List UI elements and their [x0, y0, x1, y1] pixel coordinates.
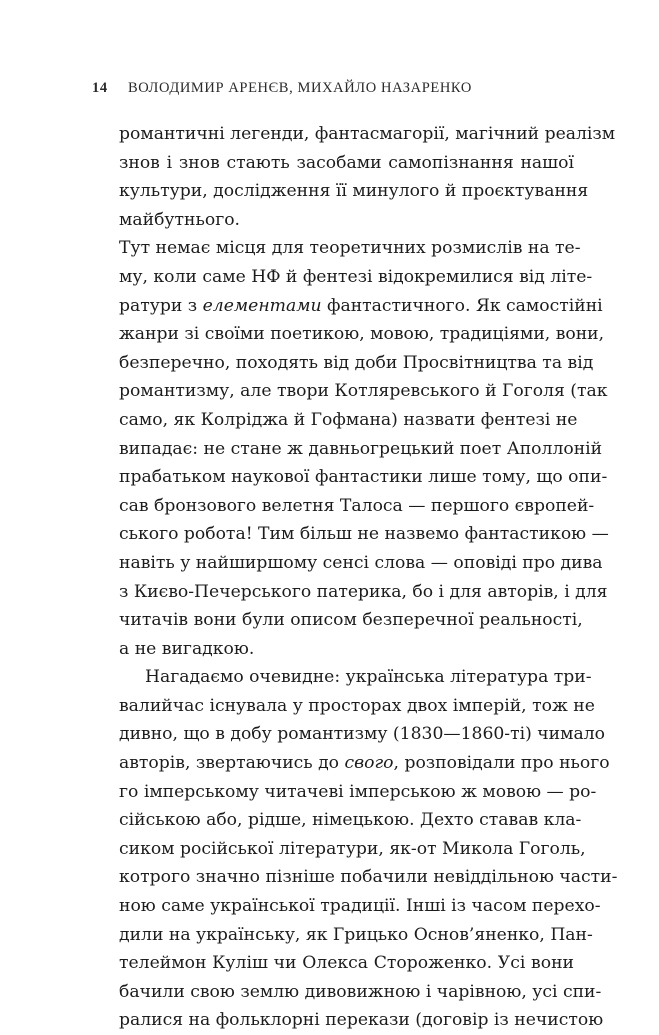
- text-line: сиком російської літератури, як-от Микола Гоголь,: [119, 838, 586, 859]
- text-line: майбутнього.: [119, 209, 241, 230]
- text-line: [119, 663, 592, 692]
- text-line: ною саме української традиції. Інші із часом перехо-: [119, 896, 601, 917]
- text-line: телеймон Куліш чи Олекса Стороженко. Усі вони: [119, 953, 574, 974]
- text-line: прабатьком наукової фантастики лише тому, що опи-: [119, 467, 608, 488]
- text-segment: ратури з: [119, 295, 203, 316]
- text-line: читачів вони були описом безперечної реальності,: [119, 610, 583, 631]
- text-line: романтичні легенди, фантасмагорії, магічний реалізм: [119, 124, 616, 144]
- text-line: сійською або, рідше, німецькою. Дехто ставав кла-: [119, 810, 582, 831]
- text-line: дили на українську, як Грицько Основ’яненко, Пан-: [119, 924, 593, 945]
- text-line: [119, 292, 603, 321]
- text-line: ського робота! Тим більш не назвемо фантастикою —: [119, 524, 609, 545]
- page-number: 14: [92, 80, 108, 96]
- text-line: навіть у найширшому сенсі слова — оповіді про дива: [119, 552, 603, 573]
- paragraph-start: Нагадаємо очевидне: українська література три-: [145, 667, 592, 688]
- text-line: а не вигадкою.: [119, 638, 255, 659]
- text-line: го імперському читачеві імперською ж мовою — ро-: [119, 781, 597, 802]
- text-line: з Києво-Печерського патерика, бо і для авторів, і для: [119, 581, 608, 602]
- text-line: ралися на фольклорні перекази (договір із нечистою: [119, 1010, 604, 1031]
- italic-emphasis: свого: [344, 753, 394, 774]
- text-line: жанри зі своїми поетикою, мовою, традиціями, вони,: [119, 324, 605, 345]
- body-text: [119, 120, 618, 1035]
- text-segment: , розповідали про нього: [393, 753, 610, 774]
- text-line: само, як Колріджа й Гофмана) назвати фентезі не: [119, 409, 578, 430]
- text-line: сав бронзового велетня Талоса — першого європей-: [119, 495, 595, 516]
- paragraph-start: Тут немає місця для теоретичних розмислів на те-: [119, 238, 581, 259]
- text-line: [119, 234, 581, 263]
- text-line: безперечно, походять від доби Просвітництва та від: [119, 352, 594, 373]
- text-line: му, коли саме НФ й фентезі відокремилися від літе-: [119, 266, 593, 287]
- text-segment: авторів, звертаючись до: [119, 753, 345, 774]
- text-line: бачили свою землю дивовижною і чарівною, усі спи-: [119, 981, 602, 1002]
- running-header-authors: ВОЛОДИМИР АРЕНЄВ, МИХАЙЛО НАЗАРЕНКО: [127, 80, 472, 96]
- italic-emphasis: елементами: [202, 295, 322, 316]
- text-segment: фантастичного. Як самостійні: [321, 295, 603, 316]
- text-line: котрого значно пізніше побачили невіддільною части-: [119, 867, 618, 888]
- running-header: [92, 80, 472, 97]
- text-line: знов і знов стають засобами самопізнання нашої: [119, 152, 574, 173]
- text-line: валийчас існувала у просторах двох імперій, тож не: [119, 695, 595, 716]
- text-line: культури, дослідження її минулого й проєктування: [119, 181, 589, 202]
- text-line: романтизму, але твори Котляревського й Гоголя (так: [119, 381, 608, 402]
- text-line: випадає: не стане ж давньогрецький поет Аполлоній: [119, 438, 603, 459]
- text-line: дивно, що в добу романтизму (1830—1860-ті) чимало: [119, 724, 605, 745]
- text-line: [119, 749, 610, 778]
